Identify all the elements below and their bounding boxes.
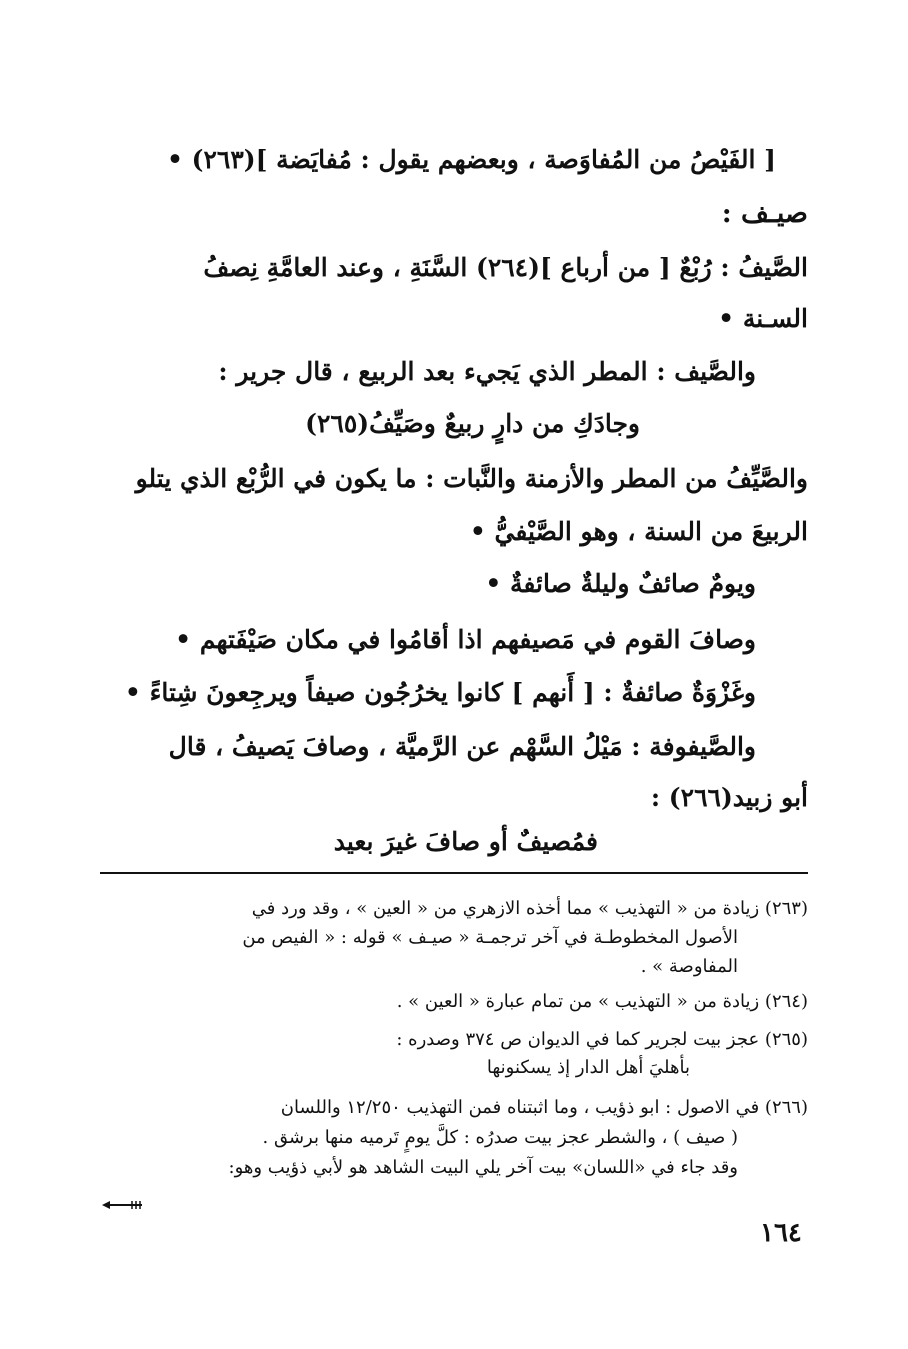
footnote-line: (٢٦٦) في الاصول : ابو ذؤيب ، وما اثبتناه فمن التهذيب ١٢/٢٥٠ واللسان	[280, 1097, 808, 1118]
body-line: وصافَ القوم في مَصيفهم اذا أقامُوا في مكان صَيْفَتهم •	[175, 625, 756, 654]
footnote-line: ( صيف ) ، والشطر عجز بيت صدرُه : كلَّ يومٍ تَرميه منها برشق .	[262, 1127, 738, 1148]
body-line: السـنة •	[718, 304, 808, 333]
footnote-line: (٢٦٥) عجز بيت لجرير كما في الديوان ص ٣٧٤ وصدره :	[396, 1029, 808, 1050]
footnote-verse: بأهليَ أهل الدار إذ يسكنونها	[486, 1057, 690, 1078]
entry-heading: صيـف :	[721, 198, 808, 229]
body-line: والصَّيف : المطر الذي يَجيء بعد الربيع ، قال جرير :	[218, 357, 756, 386]
poem-verse: وجادَكِ من دارٍ ربيعٌ وصَيِّفُ(٢٦٥)	[305, 409, 640, 438]
body-line: أبو زبيد(٢٦٦) :	[650, 783, 808, 812]
body-line: والصَّيِّفُ من المطر والأزمنة والنَّبات : ما يكون في الرُّبْع الذي يتلو	[135, 464, 808, 493]
footnote-line: الأصول المخطوطـة في آخر ترجمـة « صيـف » قوله : « الفيص من	[242, 927, 738, 948]
body-line: والصَّيفوفة : مَيْلُ السَّهْم عن الرَّميَّة ، وصافَ يَصيفُ ، قال	[168, 732, 756, 761]
poem-verse: فمُصيفٌ أو صافَ غيرَ بعيد	[333, 827, 598, 856]
continuation-arrow-icon	[102, 1200, 144, 1210]
footnote-line: وقد جاء في «اللسان» بيت آخر يلي البيت الشاهد هو لأبي ذؤيب وهو:	[228, 1157, 738, 1178]
footnote-line: (٢٦٤) زيادة من « التهذيب » من تمام عبارة « العين » .	[396, 991, 808, 1012]
footnote-line: المفاوصة » .	[640, 956, 738, 977]
bracketed-addition-line: [ الفَيْصُ من المُفاوَصة ، وبعضهم يقول : مُفايَضة ](٢٦٣) •	[166, 145, 776, 174]
footnote-line: (٢٦٣) زيادة من « التهذيب » مما أخذه الازهري من « العين » ، وقد ورد في	[251, 898, 808, 919]
page-number: ١٦٤	[760, 1218, 802, 1248]
body-line: الربيعَ من السنة ، وهو الصَّيْفيُّ •	[469, 517, 808, 546]
body-line: ويومٌ صائفٌ وليلةٌ صائفةٌ •	[485, 569, 756, 598]
body-line: الصَّيفُ : رُبْعٌ [ من أرباع ](٢٦٤) السَّنَةِ ، وعند العامَّةِ نِصفُ	[203, 253, 808, 282]
body-line: وغَزْوَةٌ صائفةٌ : [ أَنهم ] كانوا يخرُجُون صيفاً ويرجِعونَ شِتاءً •	[124, 678, 756, 707]
footnote-divider	[100, 872, 808, 874]
